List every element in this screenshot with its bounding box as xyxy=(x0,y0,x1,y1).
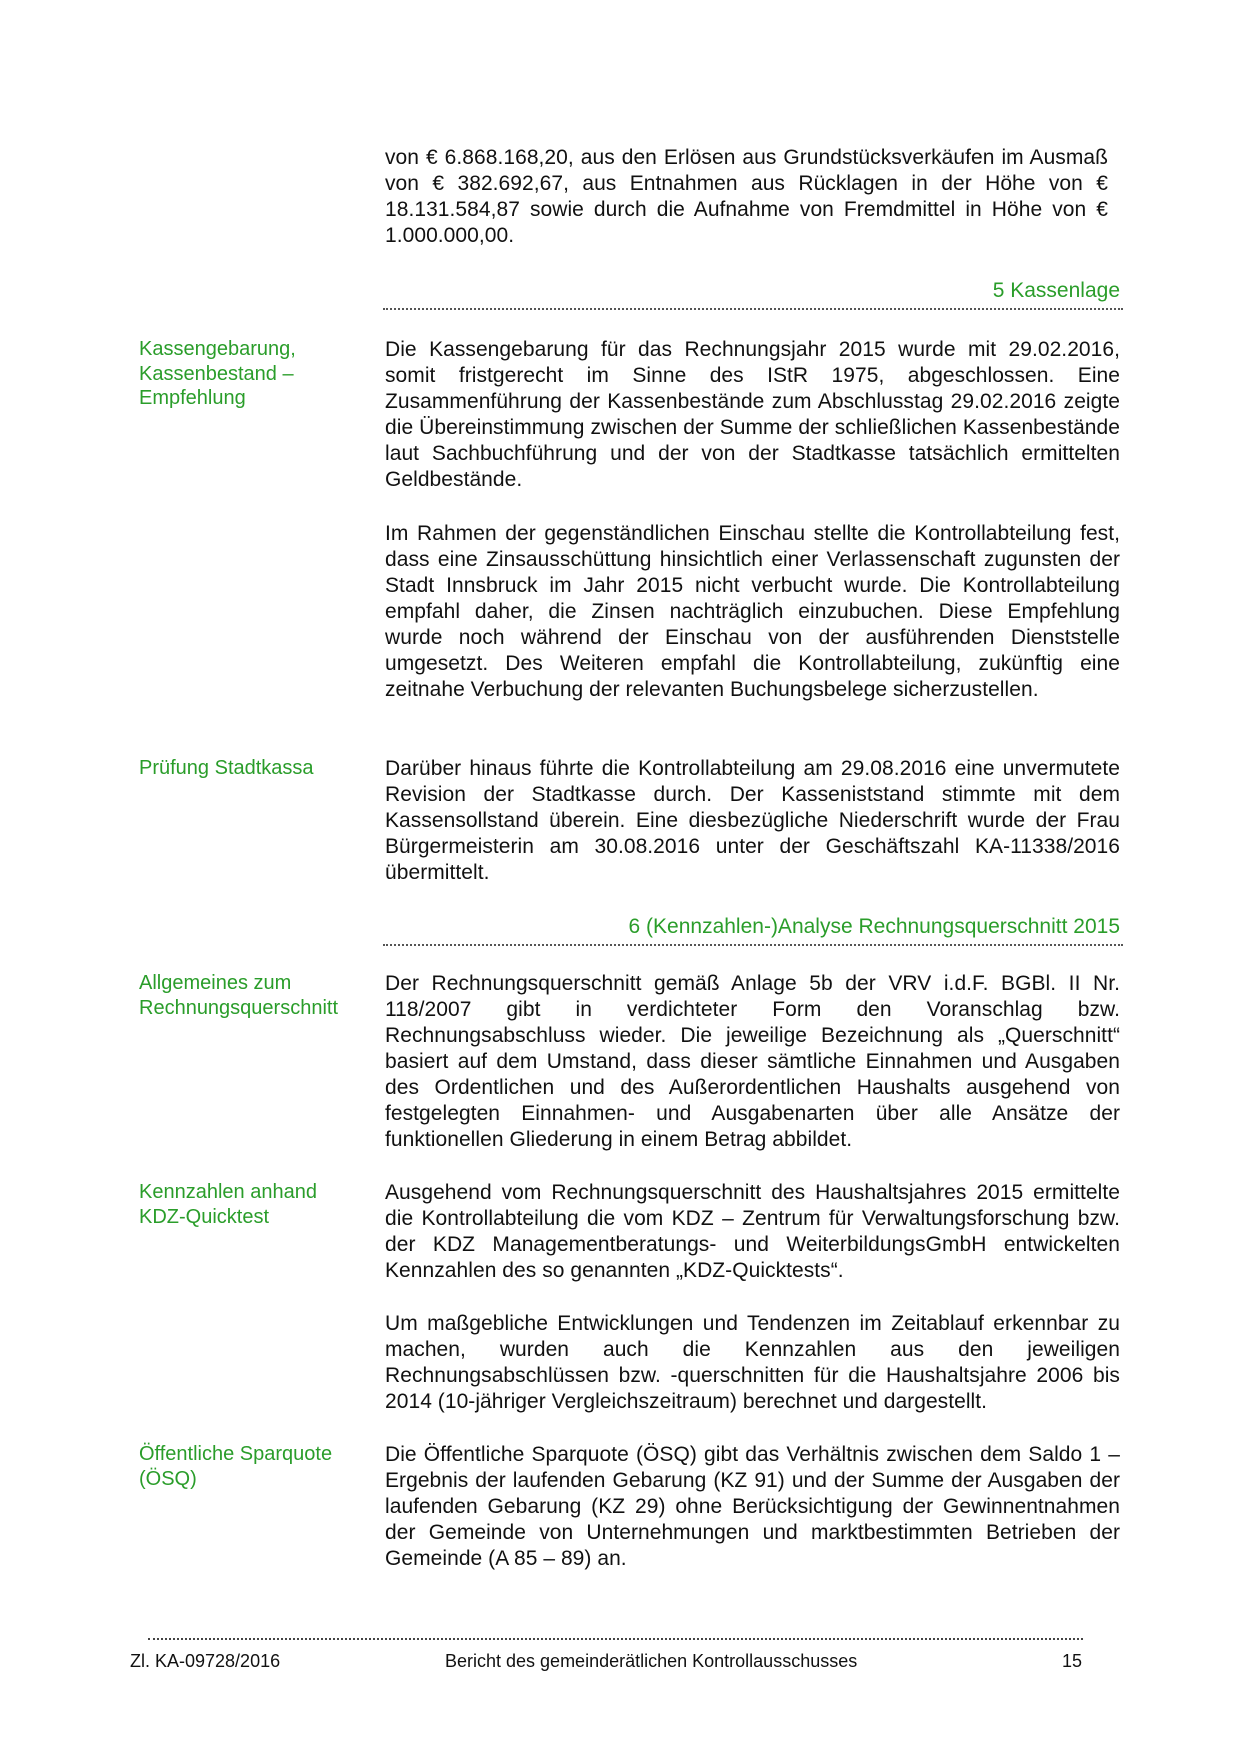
paragraph-pruefung-stadtkassa: Darüber hinaus führte die Kontrollabteilung am 29.08.2016 eine unvermutete Revision der Stadtkasse durch. Der Kasseniststand stimmte mit dem Kassensollstand überein. Eine diesbezügliche Niederschrift wurde der Frau Bürgermeisterin am 30.08.2016 unter der Geschäftszahl KA-11338/2016 übermittelt. xyxy=(385,757,1120,884)
margin-note-sparquote: Öffentliche Sparquote (ÖSQ) xyxy=(139,1443,333,1490)
section-5-divider xyxy=(383,308,1123,310)
footer-page-number: 15 xyxy=(1062,1651,1083,1671)
section-6-divider xyxy=(383,944,1123,946)
margin-note-kassengebarung: Kassengebarung, Kassenbestand – Empfehlung xyxy=(139,338,296,409)
paragraph-allgemeines: Der Rechnungsquerschnitt gemäß Anlage 5b der VRV i.d.F. BGBl. II Nr. 118/2007 gibt in verdichteter Form den Voranschlag bzw. Rechnungsabschluss wieder. Die jeweilige Bezeichnung als „Querschnitt“ basiert auf dem Umstand, dass dieser sämtliche Einnahmen und Ausgaben des Ordentlichen und des Außerordentlichen Haushalts ausgehend von festgelegten Einnahmen- und Ausgabenarten über alle Ansätze der funktionellen Gliederung in einem Betrag abbildet. xyxy=(385,972,1120,1151)
continuation-paragraph: von € 6.868.168,20, aus den Erlösen aus Grundstücksverkäufen im Ausmaß von € 382.692,67, aus Entnahmen aus Rücklagen in der Höhe von € 18.131.584,87 sowie durch die Aufnahme von Fremdmittel in Höhe von € 1.000.000,00. xyxy=(385,146,1108,247)
paragraph-empfehlung: Im Rahmen der gegenständlichen Einschau stellte die Kontrollabteilung fest, dass eine Zinsausschüttung hinsichtlich einer Verlassenschaft zugunsten der Stadt Innsbruck im Jahr 2015 nicht verbucht wurde. Die Kontrollabteilung empfahl daher, die Zinsen nachträglich einzubuchen. Diese Empfehlung wurde noch während der Einschau von der ausführenden Dienststelle umgesetzt. Des Weiteren empfahl die Kontrollabteilung, zukünftig eine zeitnahe Verbuchung der relevanten Buchungsbelege sicherzustellen. xyxy=(385,522,1120,701)
section-6-heading: 6 (Kennzahlen-)Analyse Rechnungsquerschnitt 2015 xyxy=(628,915,1120,938)
paragraph-sparquote: Die Öffentliche Sparquote (ÖSQ) gibt das Verhältnis zwischen dem Saldo 1 – Ergebnis der laufenden Gebarung (KZ 91) und der Summe der Ausgaben der laufenden Gebarung (KZ 29) ohne Berücksichtigung der Gewinnentnahmen der Gemeinde von Unternehmungen und marktbestimmten Betrieben der Gemeinde (A 85 – 89) an. xyxy=(385,1443,1120,1570)
margin-note-allgemeines: Allgemeines zum Rechnungsquerschnitt xyxy=(139,972,339,1019)
footer-title: Bericht des gemeinderätlichen Kontrollausschusses xyxy=(445,1651,858,1671)
margin-note-kennzahlen: Kennzahlen anhand KDZ-Quicktest xyxy=(139,1181,317,1228)
paragraph-kennzahlen: Ausgehend vom Rechnungsquerschnitt des Haushaltsjahres 2015 ermittelte die Kontrollabteilung die vom KDZ – Zentrum für Verwaltungsforschung bzw. der KDZ Managementberatungs- und WeiterbildungsGmbH entwickelten Kennzahlen des so genannten „KDZ-Quicktests“. xyxy=(385,1181,1120,1282)
paragraph-kassengebarung: Die Kassengebarung für das Rechnungsjahr 2015 wurde mit 29.02.2016, somit fristgerecht im Sinne des IStR 1975, abgeschlossen. Eine Zusammenführung der Kassenbestände zum Abschlusstag 29.02.2016 zeigte die Übereinstimmung zwischen der Summe der schließlichen Kassenbestände laut Sachbuchführung und der von der Stadtkasse tatsächlich ermittelten Geldbestände. xyxy=(385,338,1120,491)
paragraph-entwicklungen: Um maßgebliche Entwicklungen und Tendenzen im Zeitablauf erkennbar zu machen, wurden auch die Kennzahlen aus den jeweiligen Rechnungsabschlüssen bzw. -querschnitten für die Haushaltsjahre 2006 bis 2014 (10-jähriger Vergleichszeitraum) berechnet und dargestellt. xyxy=(385,1312,1120,1413)
margin-note-pruefung-stadtkassa: Prüfung Stadtkassa xyxy=(139,757,314,779)
footer-divider xyxy=(148,1638,1083,1640)
section-5-heading: 5 Kassenlage xyxy=(992,279,1120,302)
footer-reference: Zl. KA-09728/2016 xyxy=(130,1651,281,1671)
